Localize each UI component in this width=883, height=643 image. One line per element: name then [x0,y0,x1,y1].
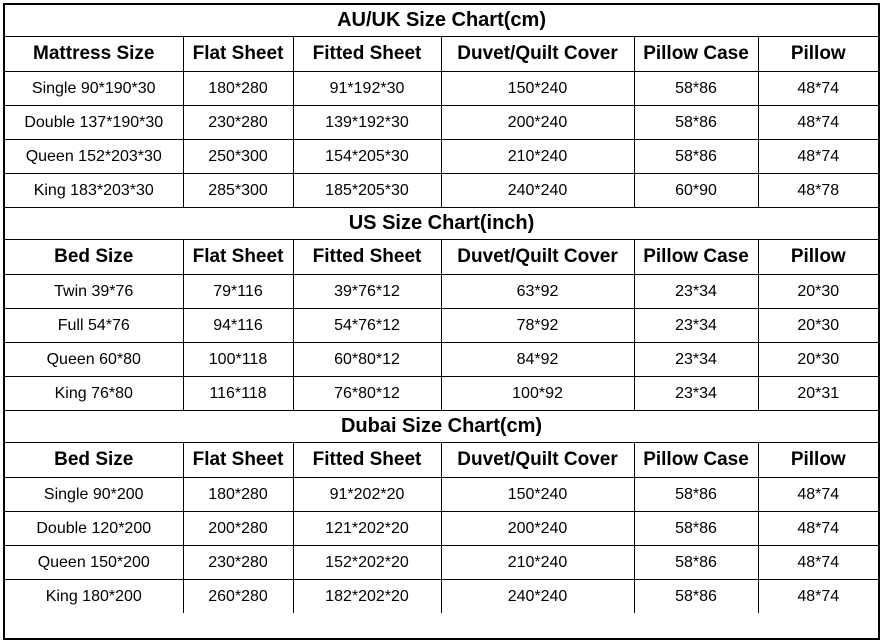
dimension-cell: 20*30 [758,275,878,309]
size-chart-table [5,5,878,613]
dimension-cell: 48*74 [758,580,878,614]
table-row [5,309,878,343]
dimension-cell: 152*202*20 [293,546,441,580]
dimension-cell: 76*80*12 [293,377,441,411]
dimension-cell: 139*192*30 [293,106,441,140]
au-uk-header-row [5,37,878,72]
dimension-cell: 23*34 [634,309,758,343]
dimension-cell: 78*92 [441,309,634,343]
column-header: Fitted Sheet [293,240,441,275]
dimension-cell: 20*30 [758,343,878,377]
table-row [5,478,878,512]
table-row [5,512,878,546]
size-name-cell: Single 90*200 [5,478,183,512]
column-header: Pillow [758,240,878,275]
column-header: Flat Sheet [183,37,293,72]
au-uk-section-title: AU/UK Size Chart(cm) [5,5,878,37]
dimension-cell: 58*86 [634,546,758,580]
dimension-cell: 200*240 [441,512,634,546]
table-row [5,580,878,614]
column-header: Bed Size [5,443,183,478]
size-name-cell: Full 54*76 [5,309,183,343]
dimension-cell: 48*74 [758,546,878,580]
dimension-cell: 185*205*30 [293,174,441,208]
dimension-cell: 54*76*12 [293,309,441,343]
dimension-cell: 91*192*30 [293,72,441,106]
dimension-cell: 150*240 [441,478,634,512]
dimension-cell: 58*86 [634,478,758,512]
size-name-cell: Double 120*200 [5,512,183,546]
dimension-cell: 20*30 [758,309,878,343]
dimension-cell: 100*92 [441,377,634,411]
dimension-cell: 58*86 [634,512,758,546]
dimension-cell: 200*280 [183,512,293,546]
dimension-cell: 116*118 [183,377,293,411]
size-name-cell: Queen 152*203*30 [5,140,183,174]
dimension-cell: 154*205*30 [293,140,441,174]
dimension-cell: 23*34 [634,377,758,411]
dimension-cell: 48*74 [758,72,878,106]
size-name-cell: King 180*200 [5,580,183,614]
dubai-section-title: Dubai Size Chart(cm) [5,411,878,443]
dimension-cell: 230*280 [183,106,293,140]
dimension-cell: 240*240 [441,580,634,614]
column-header: Flat Sheet [183,443,293,478]
dimension-cell: 100*118 [183,343,293,377]
column-header: Flat Sheet [183,240,293,275]
size-name-cell: Single 90*190*30 [5,72,183,106]
dimension-cell: 48*74 [758,512,878,546]
dimension-cell: 23*34 [634,275,758,309]
us-section-title: US Size Chart(inch) [5,208,878,240]
size-name-cell: Double 137*190*30 [5,106,183,140]
column-header: Duvet/Quilt Cover [441,443,634,478]
column-header: Pillow Case [634,37,758,72]
table-row [5,140,878,174]
size-chart-frame [3,3,880,640]
table-row [5,275,878,309]
dimension-cell: 60*90 [634,174,758,208]
table-row [5,106,878,140]
dimension-cell: 200*240 [441,106,634,140]
us-header-row [5,240,878,275]
dubai-header-row [5,443,878,478]
dimension-cell: 79*116 [183,275,293,309]
dimension-cell: 210*240 [441,140,634,174]
size-name-cell: Queen 150*200 [5,546,183,580]
table-row [5,546,878,580]
dimension-cell: 39*76*12 [293,275,441,309]
dimension-cell: 210*240 [441,546,634,580]
column-header: Duvet/Quilt Cover [441,37,634,72]
dimension-cell: 58*86 [634,580,758,614]
dimension-cell: 63*92 [441,275,634,309]
dimension-cell: 240*240 [441,174,634,208]
table-row [5,343,878,377]
dimension-cell: 285*300 [183,174,293,208]
dimension-cell: 230*280 [183,546,293,580]
dimension-cell: 58*86 [634,72,758,106]
size-name-cell: King 76*80 [5,377,183,411]
dimension-cell: 250*300 [183,140,293,174]
column-header: Fitted Sheet [293,37,441,72]
table-row [5,174,878,208]
column-header: Pillow Case [634,443,758,478]
table-row [5,377,878,411]
dimension-cell: 58*86 [634,140,758,174]
dimension-cell: 60*80*12 [293,343,441,377]
dimension-cell: 84*92 [441,343,634,377]
dimension-cell: 91*202*20 [293,478,441,512]
dimension-cell: 23*34 [634,343,758,377]
us-title-row [5,208,878,240]
au-uk-title-row [5,5,878,37]
size-name-cell: Twin 39*76 [5,275,183,309]
dimension-cell: 260*280 [183,580,293,614]
dimension-cell: 180*280 [183,478,293,512]
dimension-cell: 20*31 [758,377,878,411]
column-header: Duvet/Quilt Cover [441,240,634,275]
dubai-title-row [5,411,878,443]
table-row [5,72,878,106]
column-header: Pillow [758,37,878,72]
dimension-cell: 94*116 [183,309,293,343]
column-header: Fitted Sheet [293,443,441,478]
dimension-cell: 48*74 [758,106,878,140]
dimension-cell: 58*86 [634,106,758,140]
column-header: Mattress Size [5,37,183,72]
size-name-cell: King 183*203*30 [5,174,183,208]
dimension-cell: 48*74 [758,140,878,174]
column-header: Bed Size [5,240,183,275]
dimension-cell: 180*280 [183,72,293,106]
dimension-cell: 48*78 [758,174,878,208]
size-name-cell: Queen 60*80 [5,343,183,377]
dimension-cell: 182*202*20 [293,580,441,614]
dimension-cell: 121*202*20 [293,512,441,546]
dimension-cell: 150*240 [441,72,634,106]
column-header: Pillow Case [634,240,758,275]
dimension-cell: 48*74 [758,478,878,512]
column-header: Pillow [758,443,878,478]
